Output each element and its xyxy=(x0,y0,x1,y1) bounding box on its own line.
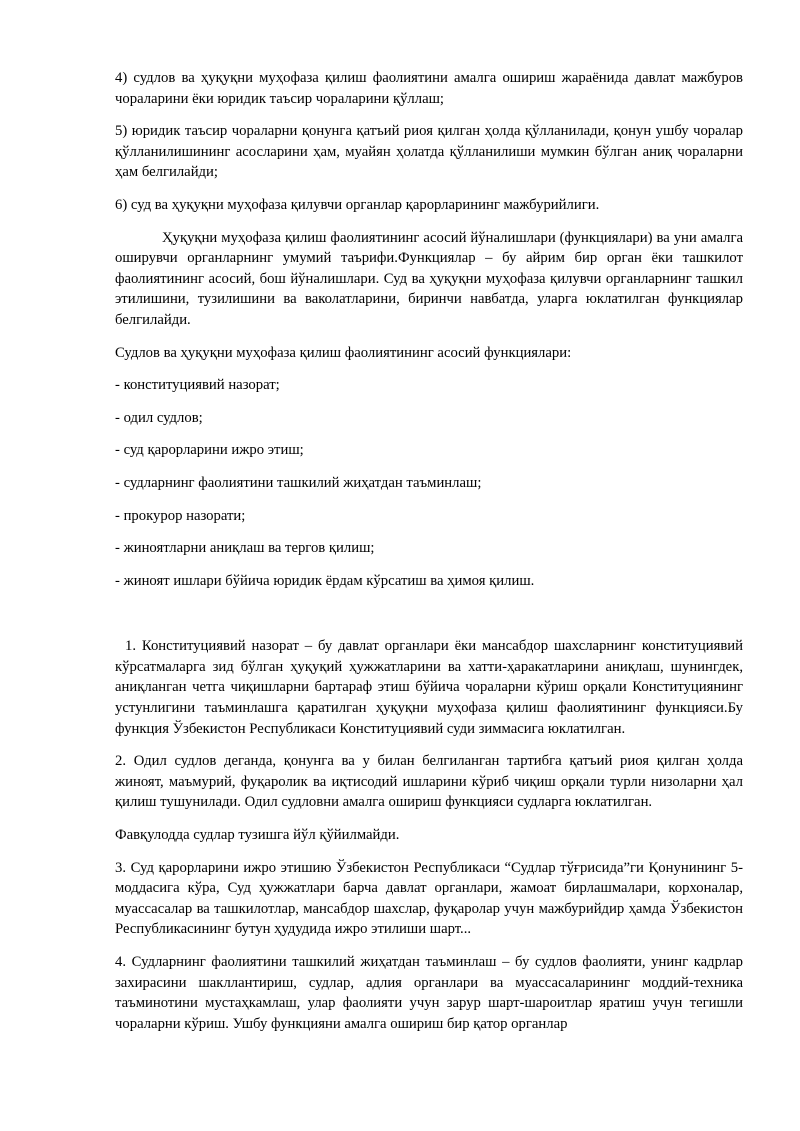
list-item-constitutional-control: - конституциявий назорат; xyxy=(115,377,280,394)
list-item-legal-aid: - жиноят ишлари бўйича юридик ёрдам кўрсатиш ва ҳимоя қилиш. xyxy=(115,572,535,589)
paragraph-functions-intro: Судлов ва ҳуқуқни муҳофаза қилиш фаолиятининг асосий функциялари: xyxy=(115,344,572,361)
paragraph-item-6: 6) суд ва ҳуқуқни муҳофаза қилувчи органлар қарорларининг мажбурийлиги. xyxy=(115,196,600,213)
document-page xyxy=(115,68,743,1034)
paragraph-functions-overview: Ҳуқуқни муҳофаза қилиш фаолиятининг асосий йўналишлари (функциялари) ва уни амалга оширувчи органларнинг умумий таърифи.Функциялар – бу айрим бир орган ёки ташкилот фаолиятининг асосий, бош йўналишлари. Суд ва ҳуқуқни муҳофаза қилувчи органларнинг ташкил этилишини, тузилишини ва ваколатларини, биринчи навбатда, уларга юклатилган функциялар белгилайди. xyxy=(115,229,743,328)
list-item-court-decisions: - суд қарорларини ижро этиш; xyxy=(115,442,304,459)
section-organizational-support: 4. Судларнинг фаолиятини ташкилий жиҳатдан таъминлаш – бу судлов фаолияти, унинг кадрлар захирасини шакллантириш, судлар, адлия органлари ва муассасаларининг моддий-техника таъминотини мустаҳкамлаш, улар фаолияти учун зарур шарт-шароитлар яратиш учун тегишли чораларни кўриш. Ушбу функцияни амалга ошириш бир қатор органлар xyxy=(115,954,743,1032)
list-item-organizational-support: - судларнинг фаолиятини ташкилий жиҳатдан таъминлаш; xyxy=(115,474,482,491)
list-item-crime-investigation: - жиноятларни аниқлаш ва тергов қилиш; xyxy=(115,540,375,557)
list-item-justice: - одил судлов; xyxy=(115,409,203,426)
section-justice: 2. Одил судлов деганда, қонунга ва у билан белгиланган тартибга қатъий риоя қилган ҳолда жиноят, маъмурий, фуқаролик ва иқтисодий ишларини кўриб чиқиш орқали турли низоларни ҳал қилиш тушунилади. Одил судловни амалга ошириш функцияси судларга юклатилган. xyxy=(115,753,743,811)
paragraph-item-4: 4) судлов ва ҳуқуқни муҳофаза қилиш фаолиятини амалга ошириш жараёнида давлат мажбуров чораларини ёки юридик таъсир чораларини қўллаш; xyxy=(115,70,743,107)
paragraph-emergency-courts: Фавқулодда судлар тузишга йўл қўйилмайди. xyxy=(115,827,400,844)
paragraph-item-5: 5) юридик таъсир чораларни қонунга қатъий риоя қилган ҳолда қўлланилади, қонун ушбу чоралар қўлланилишининг асосларини ҳам, муайян ҳолатда қўлланилиши мумкин бўлган аниқ чораларни ҳам белгилайди; xyxy=(115,123,743,181)
section-court-decisions: 3. Суд қарорларини ижро этишию Ўзбекистон Республикаси “Судлар тўғрисида”ги Қонунининг 5-моддасига кўра, Суд ҳужжатлари барча давлат органлари, жамоат бирлашмалари, корхоналар, муассасалар ва ташкилотлар, мансабдор шахслар, фуқаролар учун мажбурийдир ҳамда Ўзбекистон Республикасининг бутун ҳудудида ижро этилиши шарт... xyxy=(115,859,743,938)
list-item-prosecutor-supervision: - прокурор назорати; xyxy=(115,507,246,524)
section-constitutional-control: 1. Конституциявий назорат – бу давлат органлари ёки мансабдор шахсларнинг конституциявий кўрсатмаларга зид бўлган ҳуқуқий ҳужжатларини ва хатти-ҳаракатларини аниқлаш, шунингдек, аниқланган четга чиқишларни бартараф этиш бўйича чораларни кўриш орқали Конституциянинг устунлигини таъминлашга қаратилган ҳуқуқни муҳофаза қилиш фаолиятининг функцияси.Бу функция Ўзбекистон Республикаси Конституциявий суди зиммасига юклатилган. xyxy=(115,638,743,737)
